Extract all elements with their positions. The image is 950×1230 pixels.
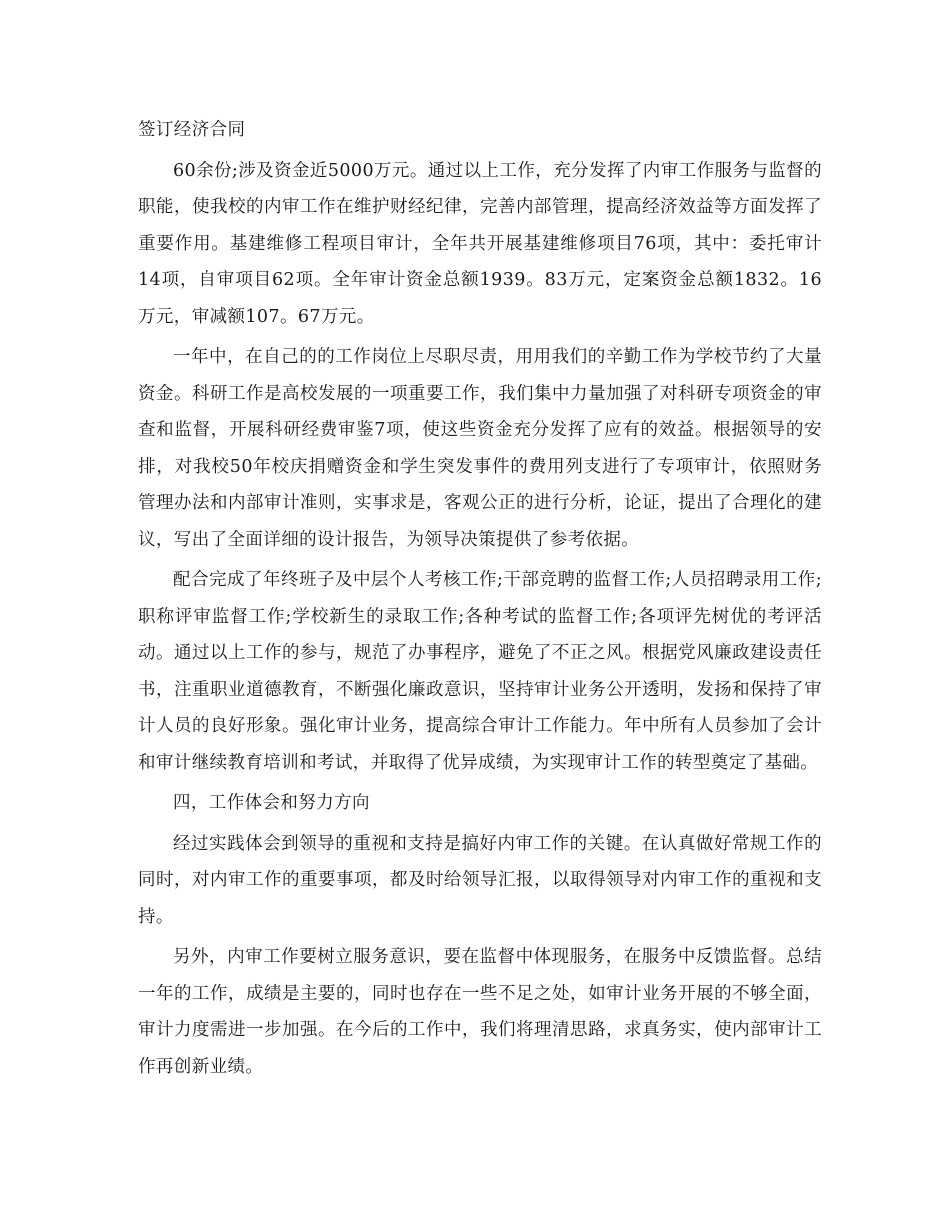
paragraph-contract-heading: 签订经济合同 <box>138 120 246 140</box>
paragraph-audit-results: 60余份;涉及资金近5000万元。通过以上工作，充分发挥了内审工作服务与监督的职能，使我校的内审工作在维护财经纪律，完善内部管理，提高经济效益等方面发挥了重要作用。基建维修工程项目审计，全年共开展基建维修项目76项，其中：委托审计14项，自审项目62项。全年审计资金总额1939。83万元，定案资金总额1832。16万元，审减额107。67万元。 <box>138 160 822 327</box>
section-heading-experience: 四，工作体会和努力方向 <box>173 793 370 813</box>
paragraph-research-audit: 一年中，在自己的的工作岗位上尽职尽责，用用我们的辛勤工作为学校节约了大量资金。科研工作是高校发展的一项重要工作，我们集中力量加强了对科研专项资金的审查和监督，开展科研经费审鉴7项，使这些资金充分发挥了应有的效益。根据领导的安排，对我校50年校庆捐赠资金和学生突发事件的费用列支进行了专项审计，依照财务管理办法和内部审计准则，实事求是，客观公正的进行分析，论证，提出了合理化的建议，写出了全面详细的设计报告，为领导决策提供了参考依据。 <box>138 347 822 550</box>
paragraph-supervision-work: 配合完成了年终班子及中层个人考核工作;干部竞聘的监督工作;人员招聘录用工作;职称评审监督工作;学校新生的录取工作;各种考试的监督工作;各项评先树优的考评活动。通过以上工作的参与，规范了办事程序，避免了不正之风。根据党风廉政建设责任书，注重职业道德教育，不断强化廉政意识，坚持审计业务公开透明，发扬和保持了审计人员的良好形象。强化审计业务，提高综合审计工作能力。年中所有人员参加了会计和审计继续教育培训和考试，并取得了优异成绩，为实现审计工作的转型奠定了基础。 <box>138 570 822 773</box>
document-body <box>138 112 822 1089</box>
paragraph-service-awareness: 另外，内审工作要树立服务意识，要在监督中体现服务，在服务中反馈监督。总结一年的工作，成绩是主要的，同时也存在一些不足之处，如审计业务开展的不够全面，审计力度需进一步加强。在今后的工作中，我们将理清思路，求真务实，使内部审计工作再创新业绩。 <box>138 947 822 1077</box>
paragraph-leadership-support: 经过实践体会到领导的重视和支持是搞好内审工作的关键。在认真做好常规工作的同时，对内审工作的重要事项，都及时给领导汇报，以取得领导对内审工作的重视和支持。 <box>138 833 822 927</box>
